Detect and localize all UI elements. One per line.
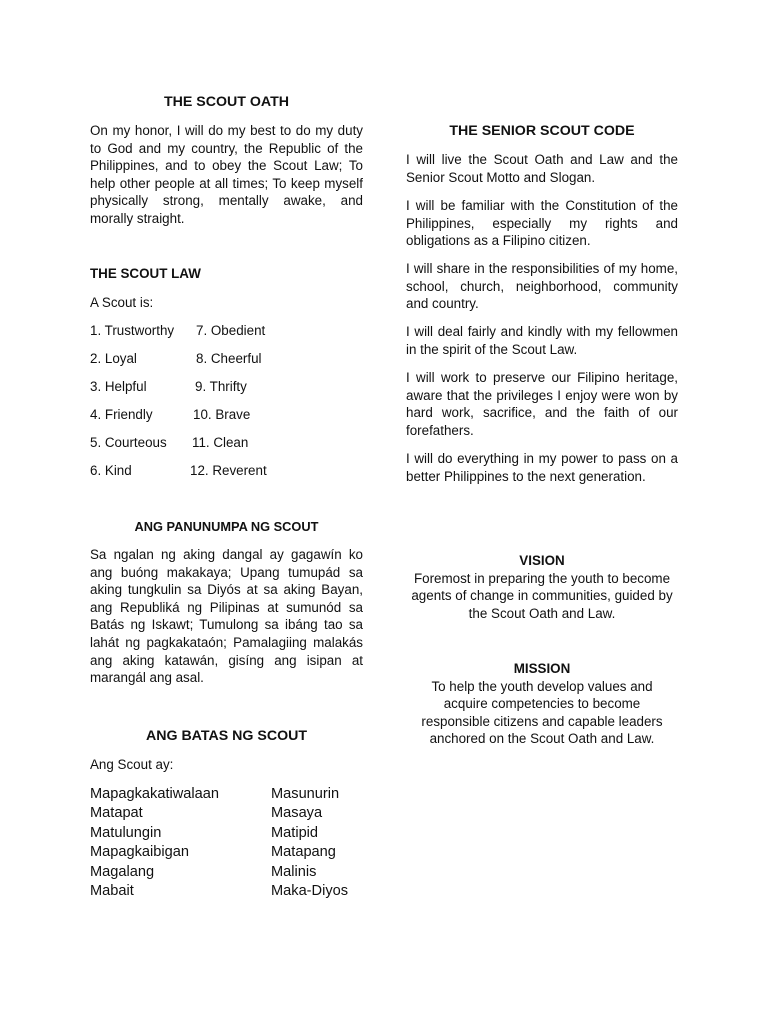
batas-title: ANG BATAS NG SCOUT: [145, 728, 308, 744]
vision-text: Foremost in preparing the youth to become agents of change in communities, guided by the Scout Oath and Law.: [411, 570, 673, 621]
scout-law-item: 3. Helpful: [90, 379, 147, 394]
scout-oath-body: [90, 122, 363, 228]
mission-text: To help the youth develop values and acquire competencies to become responsible citizens and capable leaders anchored on the Scout Oath and Law.: [421, 678, 663, 747]
scout-law-item: 10. Brave: [193, 407, 251, 422]
scout-oath-section: [90, 93, 363, 111]
batas-item: Matapang: [271, 844, 336, 861]
scout-oath-text: On my honor, I will do my best to do my duty to God and my country, the Republic of the Philippines, and to obey the Scout Law; To help other people at all times; To keep myself physically strong, mentally awake, and morally straight.: [90, 123, 363, 226]
mission-section: [406, 660, 678, 748]
senior-code-paragraph: [406, 323, 678, 358]
vision-title: VISION: [519, 553, 565, 568]
batas-list-left: [90, 785, 219, 901]
senior-code-paragraph: [406, 151, 678, 186]
scout-oath-title: THE SCOUT OATH: [163, 94, 290, 110]
panunumpa-text: Sa ngalan ng aking dangal ay gagawín ko ang buóng makakaya; Upang tumupád sa aking tungkulin sa Diyós at sa aking Bayan, ang Republiká ng Pilipinas at sumunód sa Batás ng Iskawt; Tumulong sa ibáng tao sa lahát ng pagkakataón; Pamalagiing malakás ang aking katawán, gisíng ang isipan at marangál ang asal.: [90, 547, 363, 686]
batas-list-right: [271, 785, 348, 901]
batas-item: Matulungin: [90, 824, 162, 841]
senior-code-paragraph: [406, 260, 678, 313]
panunumpa-section: [90, 518, 363, 535]
scout-law-item: 9. Thrifty: [195, 379, 247, 394]
batas-item: Mapagkaibigan: [90, 844, 189, 861]
scout-law-item: 2. Loyal: [90, 351, 137, 366]
scout-law-item: 12. Reverent: [190, 463, 267, 478]
senior-code-paragraph: [406, 450, 678, 485]
vision-section: [406, 552, 678, 622]
batas-item: Mapagkakatiwalaan: [90, 786, 219, 802]
scout-law-intro: A Scout is:: [90, 295, 154, 310]
scout-law-item: 8. Cheerful: [196, 351, 262, 366]
senior-code-paragraph: [406, 369, 678, 439]
scout-law-title: THE SCOUT LAW: [90, 266, 201, 281]
batas-item: Masaya: [271, 805, 323, 822]
scout-law-row: [90, 463, 267, 478]
senior-code-paragraph: [406, 197, 678, 250]
batas-item: Magalang: [90, 863, 155, 880]
scout-law-item: 11. Clean: [192, 435, 249, 450]
panunumpa-body: [90, 546, 363, 687]
batas-item: Matapat: [90, 805, 143, 822]
senior-code-section: [406, 122, 678, 140]
scout-law-row: [90, 407, 251, 422]
scout-law-item: 1. Trustworthy: [90, 323, 175, 338]
scout-law-row: [90, 323, 266, 338]
senior-code-text: I will deal fairly and kindly with my fellowmen in the spirit of the Scout Law.: [406, 324, 678, 357]
batas-intro: Ang Scout ay:: [90, 757, 174, 772]
batas-item: Matipid: [271, 824, 319, 841]
senior-code-text: I will share in the responsibilities of my home, school, church, neighborhood, community and country.: [406, 261, 678, 312]
scout-law-item: 7. Obedient: [196, 323, 266, 338]
senior-code-text: I will be familiar with the Constitution of the Philippines, especially my rights and obligations as a Filipino citizen.: [406, 198, 678, 249]
scout-law-section: [90, 265, 363, 283]
batas-item: Masunurin: [271, 786, 340, 802]
senior-code-text: I will live the Scout Oath and Law and the Senior Scout Motto and Slogan.: [406, 152, 678, 185]
scout-law-item: 5. Courteous: [90, 435, 167, 450]
scout-law-row: [90, 435, 249, 450]
senior-code-text: I will work to preserve our Filipino heritage, aware that the privileges I enjoy were won by hard work, sacrifice, and the faith of our forefathers.: [406, 370, 678, 438]
scout-law-item: 4. Friendly: [90, 407, 153, 422]
scout-law-item: 6. Kind: [90, 463, 132, 478]
senior-code-text: I will do everything in my power to pass on a better Philippines to the next generation.: [406, 451, 678, 484]
scout-law-row: [90, 379, 247, 394]
scout-law-row: [90, 351, 262, 366]
batas-item: Malinis: [271, 863, 317, 880]
mission-title: MISSION: [513, 661, 571, 676]
batas-item: Maka-Diyos: [271, 883, 349, 900]
panunumpa-title: ANG PANUNUMPA NG SCOUT: [134, 519, 319, 534]
senior-code-title: THE SENIOR SCOUT CODE: [449, 123, 635, 139]
batas-item: Mabait: [90, 883, 134, 900]
batas-section: [90, 727, 363, 745]
